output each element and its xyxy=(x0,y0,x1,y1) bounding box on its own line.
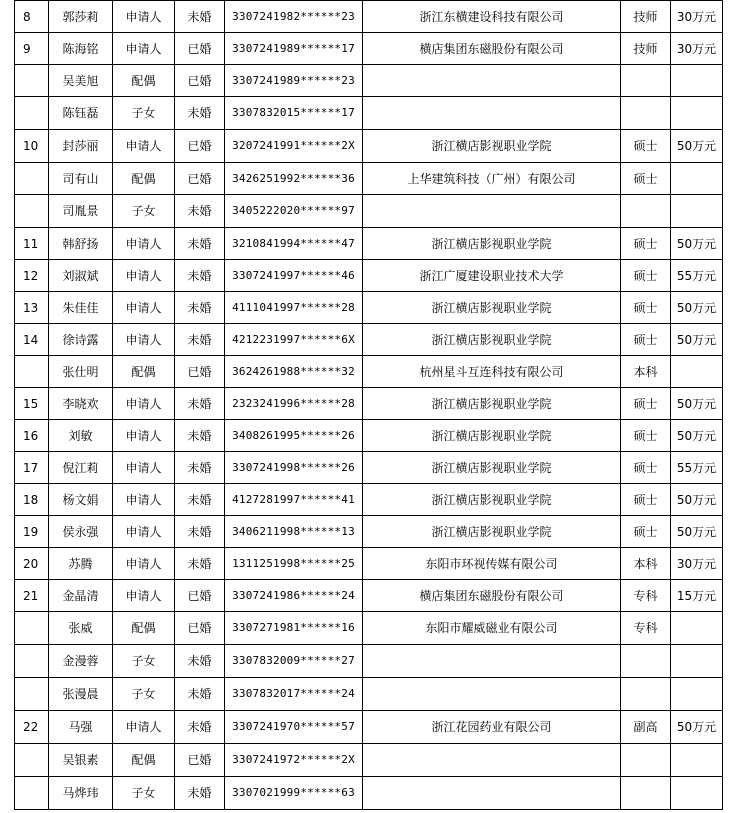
employer-cell: 浙江横店影视职业学院 xyxy=(363,292,621,324)
marital-status-cell: 未婚 xyxy=(175,711,225,744)
role-cell: 申请人 xyxy=(113,516,175,548)
amount-cell xyxy=(671,777,723,810)
amount-cell: 50万元 xyxy=(671,388,723,420)
table-row xyxy=(15,130,723,163)
marital-status-cell: 已婚 xyxy=(175,612,225,645)
qualification-cell xyxy=(621,65,671,97)
marital-status-cell: 未婚 xyxy=(175,324,225,356)
role-cell: 申请人 xyxy=(113,548,175,580)
qualification-cell: 副高 xyxy=(621,711,671,744)
table-row xyxy=(15,484,723,516)
row-number: 8 xyxy=(15,1,49,33)
name-cell: 苏腾 xyxy=(49,548,113,580)
qualification-cell: 技师 xyxy=(621,33,671,65)
row-number xyxy=(15,163,49,195)
amount-cell: 50万元 xyxy=(671,711,723,744)
marital-status-cell: 已婚 xyxy=(175,356,225,388)
role-cell: 子女 xyxy=(113,777,175,810)
employer-cell: 浙江横店影视职业学院 xyxy=(363,130,621,163)
row-number: 9 xyxy=(15,33,49,65)
role-cell: 申请人 xyxy=(113,260,175,292)
table-row xyxy=(15,580,723,612)
employer-cell: 横店集团东磁股份有限公司 xyxy=(363,580,621,612)
amount-cell: 50万元 xyxy=(671,292,723,324)
id-number-cell: 3307271981******16 xyxy=(225,612,363,645)
amount-cell: 30万元 xyxy=(671,1,723,33)
marital-status-cell: 已婚 xyxy=(175,33,225,65)
row-number: 18 xyxy=(15,484,49,516)
marital-status-cell: 未婚 xyxy=(175,97,225,130)
marital-status-cell: 未婚 xyxy=(175,548,225,580)
employer-cell: 浙江横店影视职业学院 xyxy=(363,420,621,452)
amount-cell: 15万元 xyxy=(671,580,723,612)
amount-cell: 50万元 xyxy=(671,420,723,452)
employer-cell: 浙江东横建设科技有限公司 xyxy=(363,1,621,33)
table-row xyxy=(15,324,723,356)
row-number xyxy=(15,645,49,678)
qualification-cell xyxy=(621,645,671,678)
id-number-cell: 3406211998******13 xyxy=(225,516,363,548)
qualification-cell: 硕士 xyxy=(621,324,671,356)
marital-status-cell: 未婚 xyxy=(175,420,225,452)
row-number xyxy=(15,195,49,228)
role-cell: 申请人 xyxy=(113,1,175,33)
amount-cell xyxy=(671,678,723,711)
table-body xyxy=(15,1,723,810)
role-cell: 申请人 xyxy=(113,484,175,516)
amount-cell xyxy=(671,195,723,228)
qualification-cell: 本科 xyxy=(621,356,671,388)
row-number: 13 xyxy=(15,292,49,324)
table-row xyxy=(15,452,723,484)
name-cell: 徐诗露 xyxy=(49,324,113,356)
qualification-cell: 硕士 xyxy=(621,292,671,324)
id-number-cell: 3307832009******27 xyxy=(225,645,363,678)
role-cell: 申请人 xyxy=(113,388,175,420)
id-number-cell: 3426251992******36 xyxy=(225,163,363,195)
marital-status-cell: 未婚 xyxy=(175,777,225,810)
table-row xyxy=(15,548,723,580)
name-cell: 吴美旭 xyxy=(49,65,113,97)
row-number xyxy=(15,97,49,130)
row-number xyxy=(15,65,49,97)
role-cell: 配偶 xyxy=(113,612,175,645)
employer-cell: 浙江花园药业有限公司 xyxy=(363,711,621,744)
row-number: 17 xyxy=(15,452,49,484)
row-number xyxy=(15,612,49,645)
role-cell: 子女 xyxy=(113,645,175,678)
id-number-cell: 3307241982******23 xyxy=(225,1,363,33)
name-cell: 侯永强 xyxy=(49,516,113,548)
employer-cell xyxy=(363,97,621,130)
id-number-cell: 3624261988******32 xyxy=(225,356,363,388)
qualification-cell: 硕士 xyxy=(621,260,671,292)
employer-cell: 杭州星斗互连科技有限公司 xyxy=(363,356,621,388)
amount-cell: 50万元 xyxy=(671,228,723,260)
employer-cell: 浙江广厦建设职业技术大学 xyxy=(363,260,621,292)
marital-status-cell: 未婚 xyxy=(175,228,225,260)
employer-cell: 浙江横店影视职业学院 xyxy=(363,228,621,260)
role-cell: 申请人 xyxy=(113,228,175,260)
name-cell: 刘淑斌 xyxy=(49,260,113,292)
role-cell: 申请人 xyxy=(113,420,175,452)
qualification-cell: 硕士 xyxy=(621,130,671,163)
qualification-cell: 专科 xyxy=(621,580,671,612)
marital-status-cell: 未婚 xyxy=(175,1,225,33)
name-cell: 司有山 xyxy=(49,163,113,195)
id-number-cell: 2323241996******28 xyxy=(225,388,363,420)
role-cell: 配偶 xyxy=(113,356,175,388)
table-row xyxy=(15,777,723,810)
employer-cell: 浙江横店影视职业学院 xyxy=(363,452,621,484)
table-row xyxy=(15,645,723,678)
row-number: 11 xyxy=(15,228,49,260)
role-cell: 配偶 xyxy=(113,65,175,97)
id-number-cell: 3307832017******24 xyxy=(225,678,363,711)
amount-cell xyxy=(671,65,723,97)
id-number-cell: 3207241991******2X xyxy=(225,130,363,163)
amount-cell xyxy=(671,744,723,777)
id-number-cell: 4212231997******6X xyxy=(225,324,363,356)
name-cell: 张漫晨 xyxy=(49,678,113,711)
row-number xyxy=(15,678,49,711)
id-number-cell: 3307241986******24 xyxy=(225,580,363,612)
table-row xyxy=(15,388,723,420)
table-row xyxy=(15,711,723,744)
marital-status-cell: 已婚 xyxy=(175,65,225,97)
name-cell: 张仕明 xyxy=(49,356,113,388)
amount-cell: 50万元 xyxy=(671,484,723,516)
qualification-cell: 硕士 xyxy=(621,420,671,452)
name-cell: 金晶清 xyxy=(49,580,113,612)
id-number-cell: 3307241972******2X xyxy=(225,744,363,777)
employer-cell: 浙江横店影视职业学院 xyxy=(363,516,621,548)
marital-status-cell: 未婚 xyxy=(175,484,225,516)
qualification-cell xyxy=(621,744,671,777)
qualification-cell: 硕士 xyxy=(621,228,671,260)
applicant-table xyxy=(14,0,723,810)
table-row xyxy=(15,33,723,65)
role-cell: 申请人 xyxy=(113,580,175,612)
name-cell: 吴银素 xyxy=(49,744,113,777)
qualification-cell: 专科 xyxy=(621,612,671,645)
marital-status-cell: 未婚 xyxy=(175,645,225,678)
marital-status-cell: 未婚 xyxy=(175,292,225,324)
marital-status-cell: 未婚 xyxy=(175,452,225,484)
table-row xyxy=(15,1,723,33)
id-number-cell: 3307241989******23 xyxy=(225,65,363,97)
role-cell: 申请人 xyxy=(113,292,175,324)
employer-cell: 上华建筑科技（广州）有限公司 xyxy=(363,163,621,195)
name-cell: 倪江莉 xyxy=(49,452,113,484)
table-row xyxy=(15,516,723,548)
amount-cell: 30万元 xyxy=(671,33,723,65)
table-row xyxy=(15,744,723,777)
id-number-cell: 3210841994******47 xyxy=(225,228,363,260)
table-row xyxy=(15,228,723,260)
role-cell: 申请人 xyxy=(113,33,175,65)
table-row xyxy=(15,260,723,292)
qualification-cell: 技师 xyxy=(621,1,671,33)
table-row xyxy=(15,612,723,645)
employer-cell: 横店集团东磁股份有限公司 xyxy=(363,33,621,65)
name-cell: 金漫蓉 xyxy=(49,645,113,678)
table-row xyxy=(15,420,723,452)
amount-cell: 50万元 xyxy=(671,130,723,163)
amount-cell: 30万元 xyxy=(671,548,723,580)
id-number-cell: 3307021999******63 xyxy=(225,777,363,810)
name-cell: 张威 xyxy=(49,612,113,645)
employer-cell: 浙江横店影视职业学院 xyxy=(363,388,621,420)
id-number-cell: 3307241989******17 xyxy=(225,33,363,65)
role-cell: 配偶 xyxy=(113,744,175,777)
amount-cell xyxy=(671,612,723,645)
row-number: 20 xyxy=(15,548,49,580)
amount-cell xyxy=(671,97,723,130)
role-cell: 配偶 xyxy=(113,163,175,195)
name-cell: 韩舒扬 xyxy=(49,228,113,260)
qualification-cell: 硕士 xyxy=(621,452,671,484)
name-cell: 杨文娟 xyxy=(49,484,113,516)
id-number-cell: 3307241970******57 xyxy=(225,711,363,744)
name-cell: 陈钰磊 xyxy=(49,97,113,130)
row-number: 19 xyxy=(15,516,49,548)
name-cell: 封莎丽 xyxy=(49,130,113,163)
row-number: 21 xyxy=(15,580,49,612)
role-cell: 申请人 xyxy=(113,452,175,484)
role-cell: 子女 xyxy=(113,195,175,228)
amount-cell xyxy=(671,645,723,678)
marital-status-cell: 已婚 xyxy=(175,744,225,777)
marital-status-cell: 未婚 xyxy=(175,516,225,548)
table-row xyxy=(15,97,723,130)
qualification-cell: 本科 xyxy=(621,548,671,580)
marital-status-cell: 未婚 xyxy=(175,678,225,711)
name-cell: 陈海铭 xyxy=(49,33,113,65)
marital-status-cell: 未婚 xyxy=(175,388,225,420)
employer-cell xyxy=(363,744,621,777)
table-row xyxy=(15,163,723,195)
id-number-cell: 1311251998******25 xyxy=(225,548,363,580)
row-number: 16 xyxy=(15,420,49,452)
employer-cell: 东阳市环视传媒有限公司 xyxy=(363,548,621,580)
table-row xyxy=(15,678,723,711)
qualification-cell: 硕士 xyxy=(621,516,671,548)
id-number-cell: 3307241997******46 xyxy=(225,260,363,292)
role-cell: 子女 xyxy=(113,97,175,130)
employer-cell: 东阳市耀威磁业有限公司 xyxy=(363,612,621,645)
qualification-cell xyxy=(621,777,671,810)
row-number xyxy=(15,356,49,388)
qualification-cell xyxy=(621,678,671,711)
name-cell: 刘敏 xyxy=(49,420,113,452)
amount-cell: 55万元 xyxy=(671,452,723,484)
row-number: 14 xyxy=(15,324,49,356)
amount-cell xyxy=(671,163,723,195)
id-number-cell: 4127281997******41 xyxy=(225,484,363,516)
name-cell: 马强 xyxy=(49,711,113,744)
row-number: 12 xyxy=(15,260,49,292)
name-cell: 司胤景 xyxy=(49,195,113,228)
marital-status-cell: 未婚 xyxy=(175,195,225,228)
employer-cell: 浙江横店影视职业学院 xyxy=(363,324,621,356)
id-number-cell: 3408261995******26 xyxy=(225,420,363,452)
qualification-cell: 硕士 xyxy=(621,163,671,195)
name-cell: 李晓欢 xyxy=(49,388,113,420)
employer-cell xyxy=(363,195,621,228)
qualification-cell: 硕士 xyxy=(621,388,671,420)
table-row xyxy=(15,195,723,228)
id-number-cell: 3405222020******97 xyxy=(225,195,363,228)
row-number xyxy=(15,777,49,810)
name-cell: 郭莎莉 xyxy=(49,1,113,33)
table-row xyxy=(15,292,723,324)
amount-cell: 50万元 xyxy=(671,324,723,356)
employer-cell xyxy=(363,65,621,97)
role-cell: 申请人 xyxy=(113,130,175,163)
employer-cell xyxy=(363,678,621,711)
employer-cell xyxy=(363,777,621,810)
marital-status-cell: 已婚 xyxy=(175,163,225,195)
table-row xyxy=(15,65,723,97)
amount-cell: 55万元 xyxy=(671,260,723,292)
qualification-cell xyxy=(621,97,671,130)
qualification-cell xyxy=(621,195,671,228)
name-cell: 马烨玮 xyxy=(49,777,113,810)
role-cell: 子女 xyxy=(113,678,175,711)
qualification-cell: 硕士 xyxy=(621,484,671,516)
row-number: 22 xyxy=(15,711,49,744)
role-cell: 申请人 xyxy=(113,711,175,744)
marital-status-cell: 已婚 xyxy=(175,130,225,163)
id-number-cell: 3307832015******17 xyxy=(225,97,363,130)
amount-cell xyxy=(671,356,723,388)
row-number: 10 xyxy=(15,130,49,163)
row-number xyxy=(15,744,49,777)
table-row xyxy=(15,356,723,388)
role-cell: 申请人 xyxy=(113,324,175,356)
id-number-cell: 4111041997******28 xyxy=(225,292,363,324)
amount-cell: 50万元 xyxy=(671,516,723,548)
marital-status-cell: 已婚 xyxy=(175,580,225,612)
row-number: 15 xyxy=(15,388,49,420)
employer-cell xyxy=(363,645,621,678)
employer-cell: 浙江横店影视职业学院 xyxy=(363,484,621,516)
name-cell: 朱佳佳 xyxy=(49,292,113,324)
id-number-cell: 3307241998******26 xyxy=(225,452,363,484)
marital-status-cell: 未婚 xyxy=(175,260,225,292)
